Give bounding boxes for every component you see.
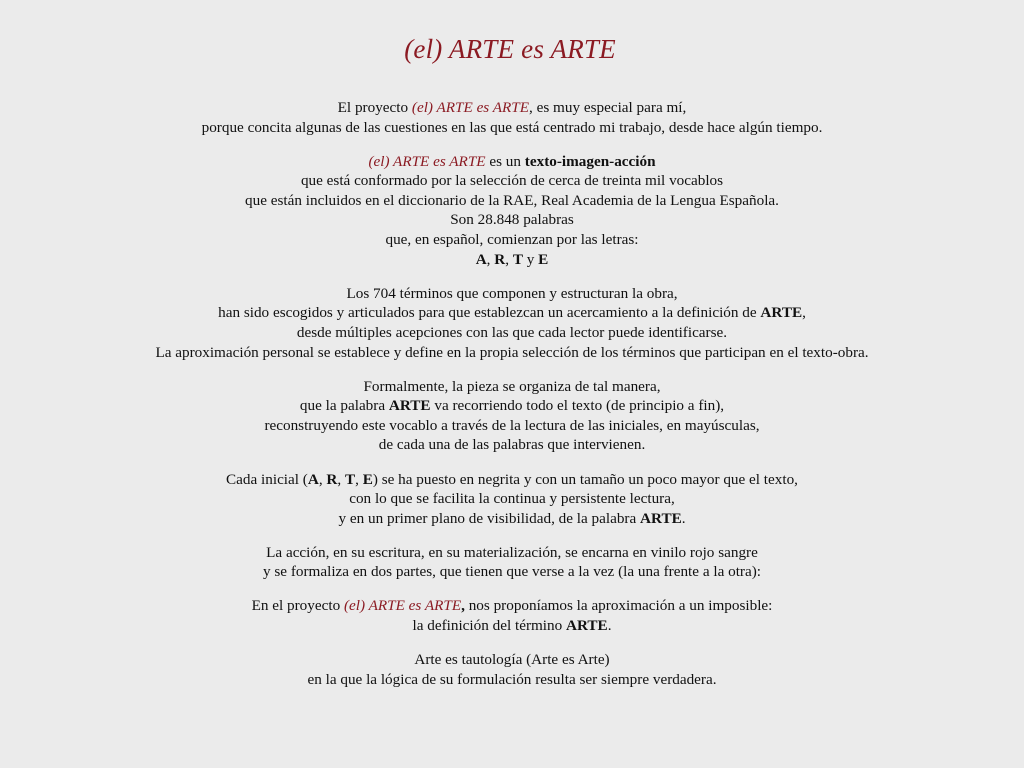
paragraph-tautology [0,650,1024,689]
definition-line-1 [0,152,1024,172]
text: han sido escogidos y articulados para que establezcan un acercamiento a la definición de [218,304,761,322]
form-line-3: reconstruyendo este vocablo a través de la lectura de las iniciales, en mayúsculas, [264,416,760,434]
text: . [681,509,686,527]
intro-line-1 [0,98,1024,118]
text: . [607,617,612,635]
action-line-1: La acción, en su escritura, en su materialización, se encarna en vinilo rojo sangre [266,543,758,561]
letter-r: R [326,470,338,488]
terms-line-1: Los 704 términos que componen y estructuran la obra, [346,284,678,302]
text: En el proyecto [251,597,344,615]
letter-r: R [494,250,506,268]
purpose-line-2 [0,616,1024,636]
letter-e: E [362,470,373,488]
letter-t: T [344,470,356,488]
definition-line-3: que están incluidos en el diccionario de la RAE, Real Academia de la Lengua Española. [245,191,779,209]
paragraph-purpose [0,596,1024,635]
definition-line-4: Son 28.848 palabras [450,211,574,229]
letter-e: E [538,250,549,268]
paragraph-initials [0,470,1024,529]
separator: , [355,470,363,488]
letter-t: T [512,250,523,268]
text: la definición del término [412,617,567,635]
page-title: (el) ARTE es ARTE [404,34,616,64]
bold-term: ARTE [640,509,682,527]
text: ) se ha puesto en negrita y con un tamaño un poco mayor que el texto, [372,470,798,488]
terms-line-2 [0,303,1024,323]
letter-a: A [307,470,319,488]
bold-term: ARTE [760,304,803,322]
project-name: (el) ARTE es ARTE [411,99,530,116]
document-body [0,98,1024,704]
bold-term: ARTE [566,617,608,635]
separator: , [486,250,495,268]
paragraph-definition [0,152,1024,270]
letter-a: A [475,250,487,268]
text: Cada inicial ( [226,470,308,488]
bold-term: texto-imagen-acción [524,152,656,170]
definition-line-2: que está conformado por la selección de cerca de treinta mil vocablos [300,172,724,190]
initials-line-3 [0,509,1024,529]
tautology-line-2: en la que la lógica de su formulación resulta ser siempre verdadera. [307,670,717,688]
form-line-4: de cada una de las palabras que intervienen. [378,436,646,454]
paragraph-form [0,377,1024,455]
text: es un [485,152,525,170]
separator: , [318,470,327,488]
form-line-2 [0,396,1024,416]
initials-line-2: con lo que se facilita la continua y persistente lectura, [349,490,675,508]
text: que la palabra [299,397,389,415]
terms-line-3: desde múltiples acepciones con las que cada lector puede identificarse. [296,323,728,341]
tautology-line-1: Arte es tautología (Arte es Arte) [414,651,610,669]
text: , [802,304,806,322]
project-name: (el) ARTE es ARTE [343,597,462,615]
separator: y [522,250,539,268]
project-name: (el) ARTE es ARTE [368,152,486,170]
definition-line-5: que, en español, comienzan por las letras: [385,231,639,249]
definition-line-6 [0,250,1024,270]
paragraph-intro [0,98,1024,137]
terms-line-4: La aproximación personal se establece y define en la propia selección de los términos que participan en el texto-obra. [155,343,869,361]
text: nos proponíamos la aproximación a un imposible: [464,597,773,615]
text: va recorriendo todo el texto (de principio a fin), [430,397,725,415]
action-line-2: y se formaliza en dos partes, que tienen que verse a la vez (la una frente a la otra): [263,563,761,581]
separator: , [505,250,513,268]
intro-line-2: porque concita algunas de las cuestiones en las que está centrado mi trabajo, desde hace algún tiempo. [201,118,823,136]
text: y en un primer plano de visibilidad, de la palabra [338,509,641,527]
form-line-1: Formalmente, la pieza se organiza de tal manera, [363,377,661,395]
separator: , [337,470,345,488]
paragraph-terms [0,284,1024,362]
paragraph-action [0,543,1024,582]
bold-comma: , [461,597,465,615]
bold-term: ARTE [388,397,431,415]
purpose-line-1 [0,596,1024,616]
text: El proyecto [337,99,412,116]
text: , es muy especial para mí, [529,99,687,116]
initials-line-1 [0,470,1024,490]
